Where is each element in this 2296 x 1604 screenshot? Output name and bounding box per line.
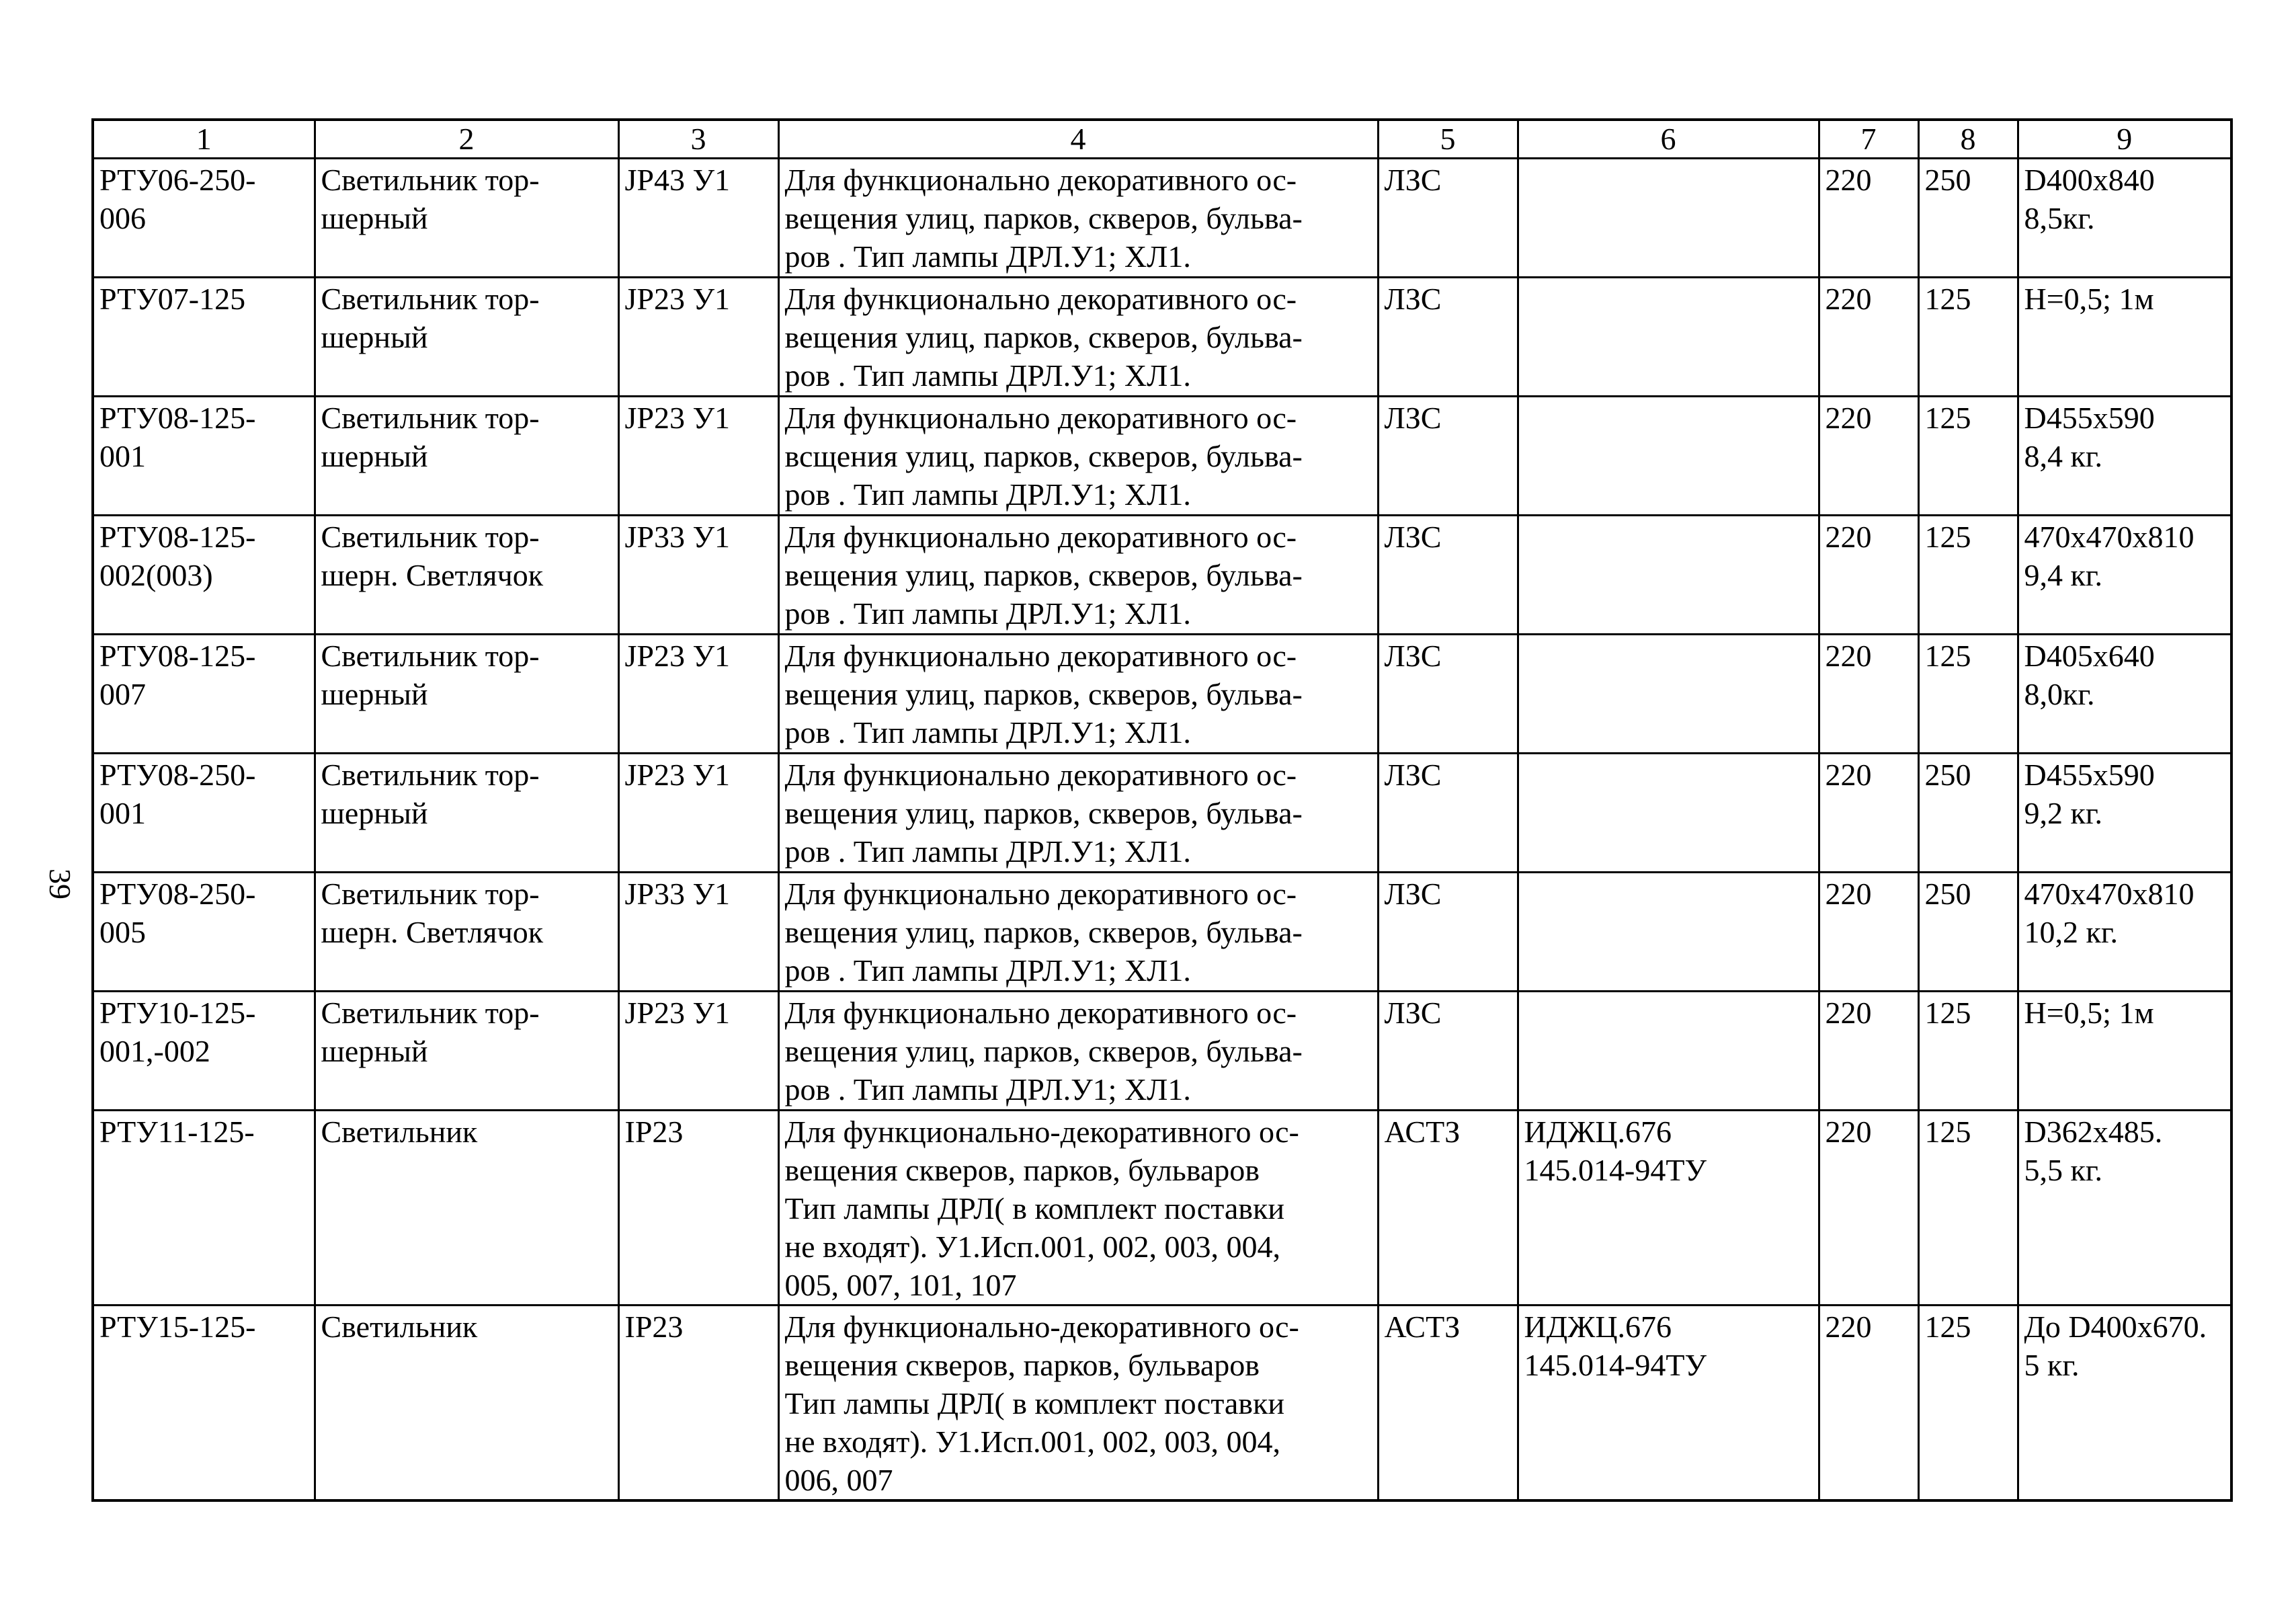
cell-manufacturer: ЛЗС xyxy=(1378,754,1518,873)
cell-manufacturer: ЛЗС xyxy=(1378,873,1518,992)
cell-voltage: 220 xyxy=(1819,159,1918,278)
cell-name: Светильник тор- шерный xyxy=(315,754,618,873)
cell-description: Для функционально декоративного ос- вещения улиц, парков, скверов, бульва- ров . Тип лампы ДРЛ.У1; ХЛ1. xyxy=(778,278,1378,397)
column-header: 4 xyxy=(778,120,1378,159)
cell-name: Светильник тор- шерный xyxy=(315,635,618,754)
cell-manufacturer: ЛЗС xyxy=(1378,278,1518,397)
cell-name: Светильник тор- шерный xyxy=(315,992,618,1111)
cell-designation: РТУ08-125- 002(003) xyxy=(93,516,315,635)
cell-voltage: 220 xyxy=(1819,992,1918,1111)
cell-power: 250 xyxy=(1918,159,2018,278)
cell-protection: JP23 У1 xyxy=(618,754,778,873)
cell-designation: РТУ06-250- 006 xyxy=(93,159,315,278)
cell-designation: РТУ07-125 xyxy=(93,278,315,397)
table-row xyxy=(93,159,2231,278)
cell-power: 125 xyxy=(1918,1306,2018,1501)
table-row xyxy=(93,754,2231,873)
column-header: 9 xyxy=(2018,120,2231,159)
cell-description: Для функционально декоративного ос- вещения улиц, парков, скверов, бульва- ров . Тип лампы ДРЛ.У1; ХЛ1. xyxy=(778,992,1378,1111)
cell-specification xyxy=(1518,278,1819,397)
cell-name: Светильник тор- шерн. Светлячок xyxy=(315,516,618,635)
cell-description: Для функционально декоративного ос- вещения улиц, парков, скверов, бульва- ров . Тип лампы ДРЛ.У1; ХЛ1. xyxy=(778,635,1378,754)
cell-dimensions: Н=0,5; 1м xyxy=(2018,278,2231,397)
table-row xyxy=(93,516,2231,635)
cell-name: Светильник xyxy=(315,1111,618,1306)
cell-manufacturer: ЛЗС xyxy=(1378,992,1518,1111)
cell-specification xyxy=(1518,635,1819,754)
cell-protection: JP43 У1 xyxy=(618,159,778,278)
cell-specification xyxy=(1518,159,1819,278)
cell-manufacturer: АСТЗ xyxy=(1378,1111,1518,1306)
cell-specification xyxy=(1518,397,1819,516)
cell-description: Для функционально декоративного ос- вещения улиц, парков, скверов, бульва- ров . Тип лампы ДРЛ.У1; ХЛ1. xyxy=(778,873,1378,992)
cell-dimensions: D455x590 8,4 кг. xyxy=(2018,397,2231,516)
cell-manufacturer: ЛЗС xyxy=(1378,159,1518,278)
cell-voltage: 220 xyxy=(1819,873,1918,992)
table-row xyxy=(93,635,2231,754)
cell-description: Для функционально декоративного ос- вещения улиц, парков, скверов, бульва- ров . Тип лампы ДРЛ.У1; ХЛ1. xyxy=(778,754,1378,873)
column-header: 7 xyxy=(1819,120,1918,159)
cell-power: 250 xyxy=(1918,873,2018,992)
cell-power: 250 xyxy=(1918,754,2018,873)
column-header: 8 xyxy=(1918,120,2018,159)
cell-voltage: 220 xyxy=(1819,278,1918,397)
cell-description: Для функционально-декоративного ос- вещения скверов, парков, бульваров Тип лампы ДРЛ( в комплект поставки не входят). У1.Исп.001, 002, 003, 004, 006, 007 xyxy=(778,1306,1378,1501)
cell-power: 125 xyxy=(1918,278,2018,397)
cell-manufacturer: ЛЗС xyxy=(1378,635,1518,754)
cell-name: Светильник тор- шерный xyxy=(315,278,618,397)
cell-specification: ИДЖЦ.676 145.014-94ТУ xyxy=(1518,1306,1819,1501)
cell-designation: РТУ15-125- xyxy=(93,1306,315,1501)
specification-table xyxy=(91,118,2233,1502)
cell-voltage: 220 xyxy=(1819,1306,1918,1501)
cell-voltage: 220 xyxy=(1819,516,1918,635)
cell-specification xyxy=(1518,754,1819,873)
cell-designation: РТУ08-250- 001 xyxy=(93,754,315,873)
cell-protection: IP23 xyxy=(618,1306,778,1501)
column-header: 3 xyxy=(618,120,778,159)
cell-power: 125 xyxy=(1918,516,2018,635)
column-header: 1 xyxy=(93,120,315,159)
table-row xyxy=(93,278,2231,397)
cell-dimensions: D455x590 9,2 кг. xyxy=(2018,754,2231,873)
cell-dimensions: До D400x670. 5 кг. xyxy=(2018,1306,2231,1501)
header-row xyxy=(93,120,2231,159)
cell-protection: IP23 xyxy=(618,1111,778,1306)
cell-power: 125 xyxy=(1918,635,2018,754)
cell-voltage: 220 xyxy=(1819,754,1918,873)
cell-dimensions: D400x840 8,5кг. xyxy=(2018,159,2231,278)
cell-protection: JP33 У1 xyxy=(618,873,778,992)
cell-dimensions: D362x485. 5,5 кг. xyxy=(2018,1111,2231,1306)
cell-protection: JP23 У1 xyxy=(618,397,778,516)
column-header: 6 xyxy=(1518,120,1819,159)
cell-power: 125 xyxy=(1918,397,2018,516)
cell-name: Светильник тор- шерный xyxy=(315,397,618,516)
table-row xyxy=(93,992,2231,1111)
cell-dimensions: 470x470x810 10,2 кг. xyxy=(2018,873,2231,992)
cell-specification: ИДЖЦ.676 145.014-94ТУ xyxy=(1518,1111,1819,1306)
cell-designation: РТУ11-125- xyxy=(93,1111,315,1306)
cell-designation: РТУ08-250- 005 xyxy=(93,873,315,992)
cell-name: Светильник тор- шерн. Светлячок xyxy=(315,873,618,992)
column-header: 5 xyxy=(1378,120,1518,159)
cell-description: Для функционально декоративного ос- вещения улиц, парков, скверов, бульва- ров . Тип лампы ДРЛ.У1; ХЛ1. xyxy=(778,516,1378,635)
table-row xyxy=(93,873,2231,992)
table-row xyxy=(93,1306,2231,1501)
cell-dimensions: Н=0,5; 1м xyxy=(2018,992,2231,1111)
table-row xyxy=(93,397,2231,516)
cell-power: 125 xyxy=(1918,1111,2018,1306)
cell-voltage: 220 xyxy=(1819,397,1918,516)
cell-dimensions: 470x470x810 9,4 кг. xyxy=(2018,516,2231,635)
cell-protection: JP23 У1 xyxy=(618,992,778,1111)
cell-specification xyxy=(1518,873,1819,992)
cell-manufacturer: ЛЗС xyxy=(1378,516,1518,635)
cell-specification xyxy=(1518,516,1819,635)
table-row xyxy=(93,1111,2231,1306)
cell-designation: РТУ08-125- 007 xyxy=(93,635,315,754)
cell-manufacturer: ЛЗС xyxy=(1378,397,1518,516)
cell-designation: РТУ10-125- 001,-002 xyxy=(93,992,315,1111)
cell-name: Светильник тор- шерный xyxy=(315,159,618,278)
cell-specification xyxy=(1518,992,1819,1111)
cell-name: Светильник xyxy=(315,1306,618,1501)
cell-protection: JP23 У1 xyxy=(618,278,778,397)
cell-protection: JP33 У1 xyxy=(618,516,778,635)
cell-voltage: 220 xyxy=(1819,635,1918,754)
cell-dimensions: D405x640 8,0кг. xyxy=(2018,635,2231,754)
cell-description: Для функционально декоративного ос- вещения улиц, парков, скверов, бульва- ров . Тип лампы ДРЛ.У1; ХЛ1. xyxy=(778,159,1378,278)
cell-power: 125 xyxy=(1918,992,2018,1111)
cell-designation: РТУ08-125- 001 xyxy=(93,397,315,516)
page-number: 39 xyxy=(43,869,77,899)
cell-protection: JP23 У1 xyxy=(618,635,778,754)
column-header: 2 xyxy=(315,120,618,159)
cell-description: Для функционально-декоративного ос- вещения скверов, парков, бульваров Тип лампы ДРЛ( в комплект поставки не входят). У1.Исп.001, 002, 003, 004, 005, 007, 101, 107 xyxy=(778,1111,1378,1306)
cell-voltage: 220 xyxy=(1819,1111,1918,1306)
cell-description: Для функционально декоративного ос- всщения улиц, парков, скверов, бульва- ров . Тип лампы ДРЛ.У1; ХЛ1. xyxy=(778,397,1378,516)
cell-manufacturer: АСТЗ xyxy=(1378,1306,1518,1501)
